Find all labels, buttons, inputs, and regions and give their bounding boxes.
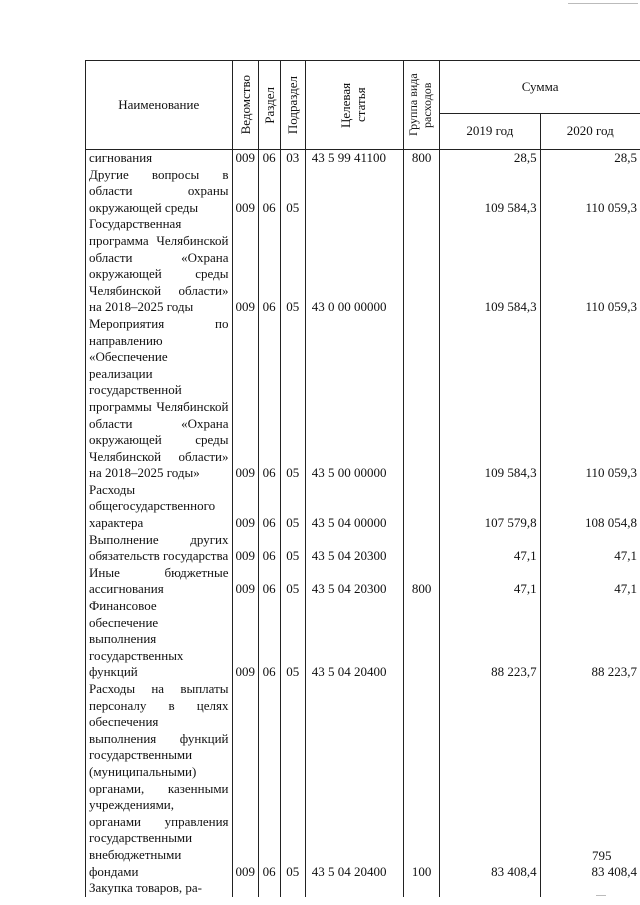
table-row xyxy=(86,482,640,532)
row-podrazdel: 05 xyxy=(280,598,305,681)
row-razdel: 06 xyxy=(258,316,280,482)
row-sum-2020: 110 059,3 xyxy=(540,316,640,482)
row-vedomstvo: 009 xyxy=(232,216,258,316)
row-sum-2019: 28,5 xyxy=(440,150,540,167)
header-podrazdel xyxy=(280,61,305,150)
row-celevaya xyxy=(305,167,403,217)
row-podrazdel: 05 xyxy=(280,565,305,598)
header-gruppa-label: Группа вида расходов xyxy=(405,73,434,137)
page-number: 795 xyxy=(592,848,612,863)
row-celevaya: 43 0 00 00000 xyxy=(305,216,403,316)
row-sum-2020: 83 408,4 xyxy=(540,681,640,880)
row-razdel: 06 xyxy=(258,167,280,217)
table-row xyxy=(86,880,640,897)
row-sum-2019: 83 408,4 xyxy=(440,681,540,880)
header-razdel xyxy=(258,61,280,150)
row-name: Иные бюджетные ассигнования xyxy=(86,565,233,598)
row-celevaya: 43 5 04 20400 xyxy=(305,681,403,880)
row-vedomstvo: 009 xyxy=(232,482,258,532)
row-gruppa xyxy=(404,598,440,681)
row-vedomstvo: 009 xyxy=(232,532,258,565)
row-sum-2019: 107 579,8 xyxy=(440,482,540,532)
row-sum-2020: 108 054,8 xyxy=(540,482,640,532)
row-sum-2020: 110 059,3 xyxy=(540,216,640,316)
header-celevaya xyxy=(305,61,403,150)
row-gruppa: 100 xyxy=(404,681,440,880)
table-body xyxy=(86,150,640,897)
table-row xyxy=(86,598,640,681)
header-gruppa xyxy=(404,61,440,150)
row-celevaya xyxy=(305,880,403,897)
row-name: сигнования xyxy=(86,150,233,167)
row-sum-2019: 47,1 xyxy=(440,532,540,565)
row-name: Закупка товаров, ра- xyxy=(86,880,233,897)
row-sum-2020 xyxy=(540,880,640,897)
row-razdel: 06 xyxy=(258,565,280,598)
header-podrazdel-label: Подраздел xyxy=(285,75,301,135)
row-gruppa xyxy=(404,532,440,565)
row-celevaya: 43 5 04 20300 xyxy=(305,565,403,598)
row-podrazdel: 05 xyxy=(280,167,305,217)
row-gruppa: 800 xyxy=(404,565,440,598)
row-sum-2020: 28,5 xyxy=(540,150,640,167)
row-podrazdel: 05 xyxy=(280,532,305,565)
row-sum-2019: 109 584,3 xyxy=(440,216,540,316)
row-gruppa xyxy=(404,167,440,217)
header-razdel-label: Раздел xyxy=(261,86,277,124)
row-razdel: 06 xyxy=(258,598,280,681)
bottom-margin-mark xyxy=(596,895,606,896)
row-name: Финансовое обеспечение выполнения государственных функций xyxy=(86,598,233,681)
row-razdel: 06 xyxy=(258,216,280,316)
table-row xyxy=(86,216,640,316)
header-vedomstvo-label: Ведомство xyxy=(237,75,253,135)
row-vedomstvo: 009 xyxy=(232,150,258,167)
row-vedomstvo: 009 xyxy=(232,681,258,880)
row-name: Расходы на выплаты персоналу в целях обеспечения выполнения функций государственными (муниципальными) органами, казенными учреждениями, органами управления государственными внебюджетными фондами xyxy=(86,681,233,880)
row-name: Другие вопросы в области охраны окружающей среды xyxy=(86,167,233,217)
row-razdel: 06 xyxy=(258,532,280,565)
row-gruppa xyxy=(404,316,440,482)
row-vedomstvo: 009 xyxy=(232,565,258,598)
row-podrazdel: 03 xyxy=(280,150,305,167)
row-celevaya: 43 5 00 00000 xyxy=(305,316,403,482)
row-vedomstvo: 009 xyxy=(232,316,258,482)
table-row xyxy=(86,532,640,565)
row-gruppa: 800 xyxy=(404,150,440,167)
row-podrazdel: 05 xyxy=(280,216,305,316)
row-gruppa xyxy=(404,216,440,316)
table-row xyxy=(86,681,640,880)
row-name: Расходы общегосударственного характера xyxy=(86,482,233,532)
row-sum-2020: 88 223,7 xyxy=(540,598,640,681)
table-header xyxy=(86,61,640,150)
row-name: Государственная программа Челябинской области «Охрана окружающей среды Челябинской области» на 2018–2025 годы xyxy=(86,216,233,316)
row-razdel xyxy=(258,880,280,897)
row-podrazdel: 05 xyxy=(280,482,305,532)
row-gruppa xyxy=(404,880,440,897)
row-podrazdel: 05 xyxy=(280,681,305,880)
row-sum-2019: 47,1 xyxy=(440,565,540,598)
row-razdel: 06 xyxy=(258,681,280,880)
header-vedomstvo xyxy=(232,61,258,150)
header-name: Наименование xyxy=(86,61,233,150)
row-sum-2019: 109 584,3 xyxy=(440,167,540,217)
row-vedomstvo: 009 xyxy=(232,167,258,217)
row-razdel: 06 xyxy=(258,482,280,532)
header-year-2020: 2020 год xyxy=(540,113,640,149)
row-sum-2019: 109 584,3 xyxy=(440,316,540,482)
row-podrazdel: 05 xyxy=(280,316,305,482)
row-razdel: 06 xyxy=(258,150,280,167)
row-sum-2020: 47,1 xyxy=(540,565,640,598)
row-vedomstvo xyxy=(232,880,258,897)
budget-table xyxy=(85,60,640,897)
row-name: Мероприятия по направлению «Обеспечение реализации государственной программы Челябинской области «Охрана окружающей среды Челябинской области» на 2018–2025 годы» xyxy=(86,316,233,482)
row-celevaya: 43 5 04 20300 xyxy=(305,532,403,565)
header-celevaya-label: Целевая статья xyxy=(338,82,369,128)
row-podrazdel xyxy=(280,880,305,897)
table-row xyxy=(86,167,640,217)
row-gruppa xyxy=(404,482,440,532)
row-celevaya: 43 5 99 41100 xyxy=(305,150,403,167)
table-row xyxy=(86,150,640,167)
row-sum-2020: 110 059,3 xyxy=(540,167,640,217)
row-sum-2020: 47,1 xyxy=(540,532,640,565)
table-row xyxy=(86,565,640,598)
table-row xyxy=(86,316,640,482)
row-name: Выполнение других обязательств государства xyxy=(86,532,233,565)
row-celevaya: 43 5 04 20400 xyxy=(305,598,403,681)
row-sum-2019: 88 223,7 xyxy=(440,598,540,681)
header-summa: Сумма xyxy=(440,61,640,114)
row-vedomstvo: 009 xyxy=(232,598,258,681)
header-year-2019: 2019 год xyxy=(440,113,540,149)
top-margin-line xyxy=(568,3,638,4)
row-celevaya: 43 5 04 00000 xyxy=(305,482,403,532)
row-sum-2019 xyxy=(440,880,540,897)
